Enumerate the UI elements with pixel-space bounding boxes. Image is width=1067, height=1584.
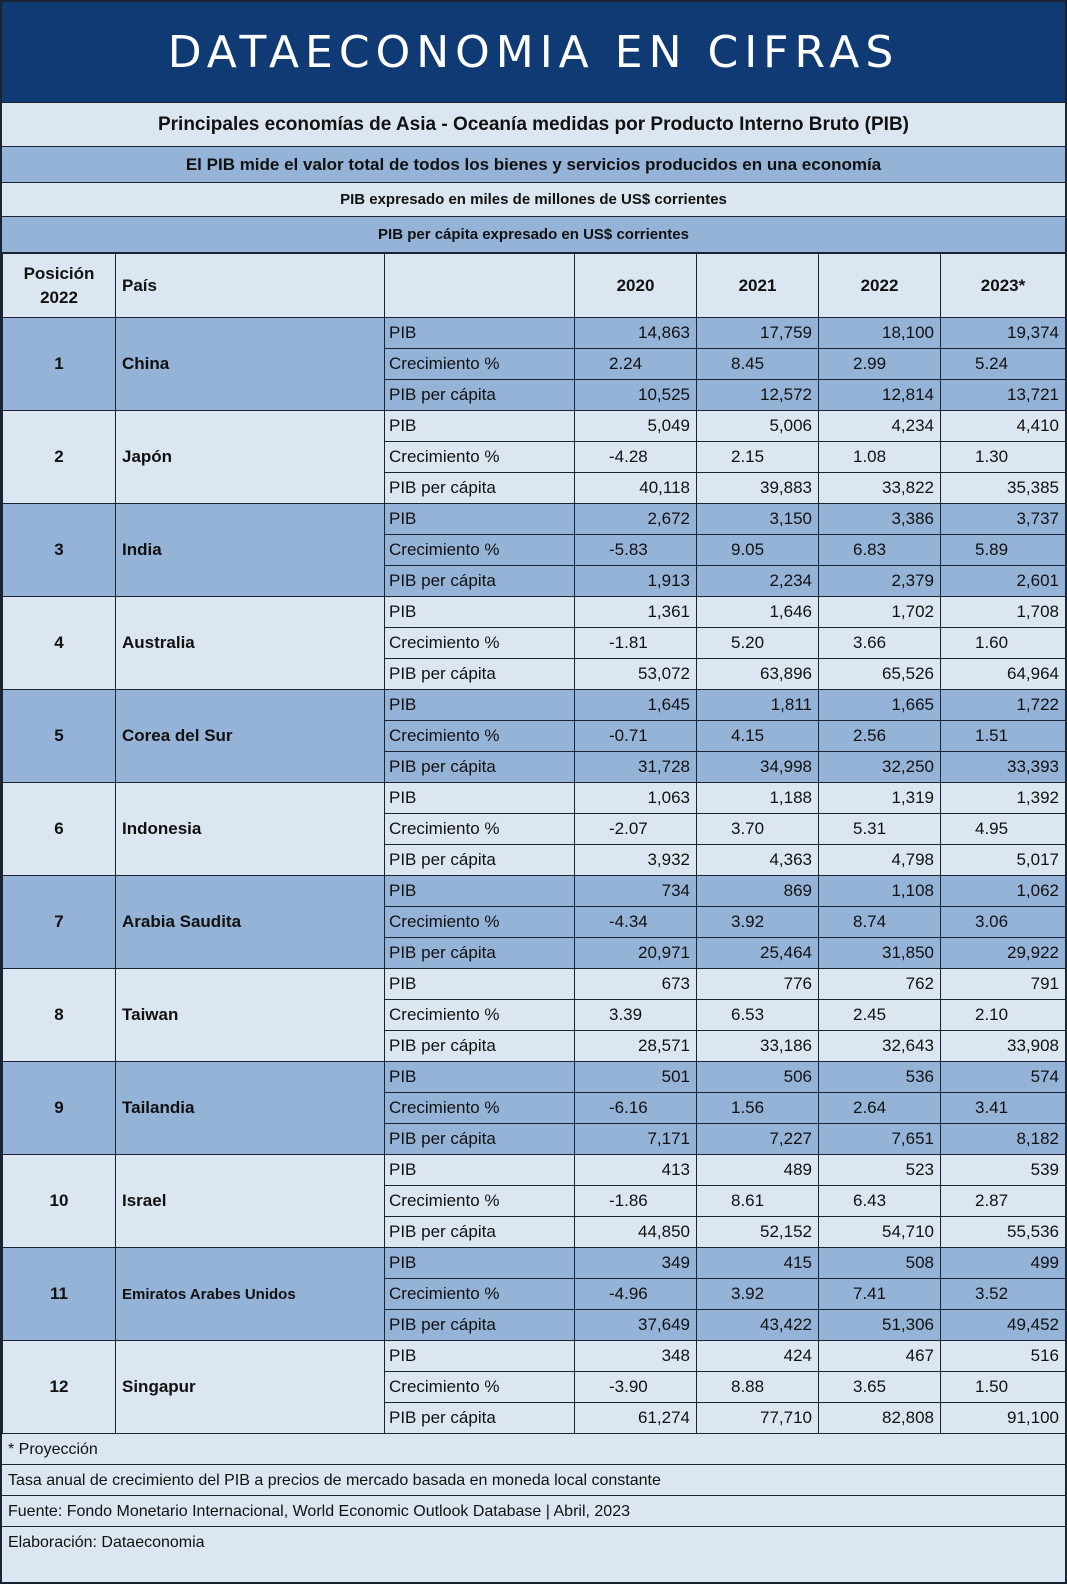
metric-label: Crecimiento % [385,721,575,752]
metric-label: PIB [385,504,575,535]
value-cell: 33,393 [941,752,1066,783]
col-header-year: 2020 [575,254,697,318]
metric-label: Crecimiento % [385,1186,575,1217]
value-cell: 4.15 [697,721,819,752]
metric-label: PIB [385,1248,575,1279]
source-note: Fuente: Fondo Monetario Internacional, World Economic Outlook Database | Abril, 2023 [2,1496,1065,1527]
value-cell: 1,913 [575,566,697,597]
value-cell: 19,374 [941,318,1066,349]
value-cell: 8.45 [697,349,819,380]
value-cell: -5.83 [575,535,697,566]
rank-cell: 4 [3,597,116,690]
value-cell: 52,152 [697,1217,819,1248]
metric-label: Crecimiento % [385,1093,575,1124]
value-cell: 55,536 [941,1217,1066,1248]
value-cell: 10,525 [575,380,697,411]
value-cell: 8.88 [697,1372,819,1403]
value-cell: 44,850 [575,1217,697,1248]
col-header-position: Posición 2022 [3,254,116,318]
value-cell: -4.28 [575,442,697,473]
value-cell: 1,319 [819,783,941,814]
rank-cell: 3 [3,504,116,597]
table-subtitle: El PIB mide el valor total de todos los bienes y servicios producidos en una economía [2,147,1065,183]
country-cell: Singapur [116,1341,385,1434]
value-cell: 5.20 [697,628,819,659]
value-cell: 539 [941,1155,1066,1186]
value-cell: 1,722 [941,690,1066,721]
value-cell: -0.71 [575,721,697,752]
col-header-year: 2021 [697,254,819,318]
rank-cell: 1 [3,318,116,411]
country-cell: Emiratos Arabes Unidos [116,1248,385,1341]
value-cell: 5.31 [819,814,941,845]
value-cell: -1.86 [575,1186,697,1217]
value-cell: 2,234 [697,566,819,597]
value-cell: 54,710 [819,1217,941,1248]
value-cell: 31,850 [819,938,941,969]
value-cell: 1,665 [819,690,941,721]
value-cell: 3.65 [819,1372,941,1403]
value-cell: 4,363 [697,845,819,876]
value-cell: 18,100 [819,318,941,349]
value-cell: 574 [941,1062,1066,1093]
metric-label: PIB per cápita [385,1217,575,1248]
metric-label: Crecimiento % [385,814,575,845]
value-cell: 5,017 [941,845,1066,876]
rank-cell: 5 [3,690,116,783]
value-cell: 1.60 [941,628,1066,659]
country-cell: Tailandia [116,1062,385,1155]
value-cell: 13,721 [941,380,1066,411]
value-cell: -4.34 [575,907,697,938]
country-cell: Australia [116,597,385,690]
value-cell: 1.30 [941,442,1066,473]
value-cell: 3.39 [575,1000,697,1031]
table-row [3,597,1066,628]
metric-label: PIB [385,597,575,628]
value-cell: 37,649 [575,1310,697,1341]
value-cell: 29,922 [941,938,1066,969]
value-cell: 506 [697,1062,819,1093]
country-cell: Taiwan [116,969,385,1062]
value-cell: 12,572 [697,380,819,411]
value-cell: 28,571 [575,1031,697,1062]
value-cell: 3,932 [575,845,697,876]
value-cell: 51,306 [819,1310,941,1341]
value-cell: -1.81 [575,628,697,659]
value-cell: 6.53 [697,1000,819,1031]
footer-notes [2,1434,1065,1558]
value-cell: 3.70 [697,814,819,845]
value-cell: 1,392 [941,783,1066,814]
rank-cell: 11 [3,1248,116,1341]
value-cell: 349 [575,1248,697,1279]
value-cell: 1.56 [697,1093,819,1124]
brand-banner: DATAECONOMIA EN CIFRAS [2,2,1065,103]
value-cell: 3,737 [941,504,1066,535]
country-cell: Corea del Sur [116,690,385,783]
value-cell: 348 [575,1341,697,1372]
value-cell: 1,062 [941,876,1066,907]
value-cell: 25,464 [697,938,819,969]
value-cell: 5,006 [697,411,819,442]
value-cell: 1,063 [575,783,697,814]
value-cell: 12,814 [819,380,941,411]
metric-label: Crecimiento % [385,442,575,473]
value-cell: 1,708 [941,597,1066,628]
value-cell: 64,964 [941,659,1066,690]
metric-label: PIB per cápita [385,845,575,876]
value-cell: 3.06 [941,907,1066,938]
value-cell: 8.61 [697,1186,819,1217]
table-header-row [3,254,1066,318]
unit-note-percapita: PIB per cápita expresado en US$ corrientes [2,217,1065,253]
table-row [3,1341,1066,1372]
value-cell: 6.83 [819,535,941,566]
col-header-metric [385,254,575,318]
table-row [3,690,1066,721]
value-cell: 65,526 [819,659,941,690]
value-cell: 1,702 [819,597,941,628]
value-cell: 8,182 [941,1124,1066,1155]
growth-note: Tasa anual de crecimiento del PIB a precios de mercado basada en moneda local constante [2,1465,1065,1496]
value-cell: 91,100 [941,1403,1066,1434]
value-cell: 1,811 [697,690,819,721]
metric-label: PIB [385,1155,575,1186]
metric-label: PIB per cápita [385,938,575,969]
value-cell: 1,645 [575,690,697,721]
metric-label: PIB per cápita [385,1310,575,1341]
value-cell: 7,171 [575,1124,697,1155]
metric-label: PIB per cápita [385,659,575,690]
value-cell: -4.96 [575,1279,697,1310]
value-cell: 489 [697,1155,819,1186]
metric-label: PIB per cápita [385,1031,575,1062]
value-cell: 33,822 [819,473,941,504]
value-cell: 2.56 [819,721,941,752]
metric-label: PIB [385,318,575,349]
table-row [3,1248,1066,1279]
table-row [3,876,1066,907]
metric-label: PIB [385,690,575,721]
value-cell: -3.90 [575,1372,697,1403]
value-cell: 20,971 [575,938,697,969]
country-cell: India [116,504,385,597]
value-cell: 49,452 [941,1310,1066,1341]
metric-label: PIB [385,783,575,814]
value-cell: -2.07 [575,814,697,845]
value-cell: 673 [575,969,697,1000]
value-cell: 39,883 [697,473,819,504]
value-cell: 734 [575,876,697,907]
country-cell: Indonesia [116,783,385,876]
rank-cell: 2 [3,411,116,504]
value-cell: 3.66 [819,628,941,659]
value-cell: 4,410 [941,411,1066,442]
table-title: Principales economías de Asia - Oceanía medidas por Producto Interno Bruto (PIB) [2,103,1065,147]
metric-label: PIB per cápita [385,380,575,411]
value-cell: 31,728 [575,752,697,783]
value-cell: 34,998 [697,752,819,783]
value-cell: 2.87 [941,1186,1066,1217]
metric-label: PIB [385,969,575,1000]
value-cell: 536 [819,1062,941,1093]
value-cell: 33,908 [941,1031,1066,1062]
value-cell: 6.43 [819,1186,941,1217]
value-cell: 3.41 [941,1093,1066,1124]
value-cell: 1,108 [819,876,941,907]
value-cell: 5,049 [575,411,697,442]
metric-label: PIB [385,411,575,442]
value-cell: 9.05 [697,535,819,566]
metric-label: PIB [385,876,575,907]
value-cell: 77,710 [697,1403,819,1434]
col-header-year: 2023* [941,254,1066,318]
country-cell: Arabia Saudita [116,876,385,969]
metric-label: Crecimiento % [385,907,575,938]
metric-label: PIB [385,1341,575,1372]
value-cell: 7,651 [819,1124,941,1155]
rank-cell: 9 [3,1062,116,1155]
gdp-table [2,253,1066,1434]
value-cell: 413 [575,1155,697,1186]
value-cell: 3.92 [697,1279,819,1310]
metric-label: Crecimiento % [385,349,575,380]
projection-note: * Proyección [2,1434,1065,1465]
value-cell: 4,234 [819,411,941,442]
value-cell: 516 [941,1341,1066,1372]
value-cell: 14,863 [575,318,697,349]
value-cell: 2,672 [575,504,697,535]
value-cell: 508 [819,1248,941,1279]
rank-cell: 7 [3,876,116,969]
value-cell: 1.51 [941,721,1066,752]
value-cell: 3.92 [697,907,819,938]
credit-note: Elaboración: Dataeconomia [8,1534,205,1551]
value-cell: 762 [819,969,941,1000]
value-cell: 7.41 [819,1279,941,1310]
value-cell: 1,646 [697,597,819,628]
country-cell: Israel [116,1155,385,1248]
value-cell: 8.74 [819,907,941,938]
value-cell: 791 [941,969,1066,1000]
value-cell: 4,798 [819,845,941,876]
value-cell: 4.95 [941,814,1066,845]
metric-label: PIB per cápita [385,1124,575,1155]
rank-cell: 12 [3,1341,116,1434]
value-cell: 40,118 [575,473,697,504]
value-cell: 5.24 [941,349,1066,380]
country-cell: Japón [116,411,385,504]
value-cell: 32,643 [819,1031,941,1062]
metric-label: Crecimiento % [385,1279,575,1310]
value-cell: 33,186 [697,1031,819,1062]
value-cell: 61,274 [575,1403,697,1434]
value-cell: 53,072 [575,659,697,690]
value-cell: 3.52 [941,1279,1066,1310]
value-cell: 1,188 [697,783,819,814]
value-cell: 523 [819,1155,941,1186]
value-cell: 776 [697,969,819,1000]
value-cell: 43,422 [697,1310,819,1341]
value-cell: 869 [697,876,819,907]
value-cell: -6.16 [575,1093,697,1124]
country-cell: China [116,318,385,411]
col-header-year: 2022 [819,254,941,318]
value-cell: 2.64 [819,1093,941,1124]
value-cell: 3,386 [819,504,941,535]
table-row [3,504,1066,535]
rank-cell: 6 [3,783,116,876]
rank-cell: 10 [3,1155,116,1248]
table-row [3,318,1066,349]
metric-label: Crecimiento % [385,535,575,566]
value-cell: 17,759 [697,318,819,349]
value-cell: 2,379 [819,566,941,597]
value-cell: 35,385 [941,473,1066,504]
value-cell: 501 [575,1062,697,1093]
col-header-country: País [116,254,385,318]
value-cell: 7,227 [697,1124,819,1155]
value-cell: 82,808 [819,1403,941,1434]
metric-label: PIB per cápita [385,752,575,783]
metric-label: PIB per cápita [385,1403,575,1434]
metric-label: Crecimiento % [385,1000,575,1031]
value-cell: 2.10 [941,1000,1066,1031]
value-cell: 2,601 [941,566,1066,597]
table-row [3,783,1066,814]
value-cell: 467 [819,1341,941,1372]
value-cell: 63,896 [697,659,819,690]
rank-cell: 8 [3,969,116,1062]
metric-label: PIB per cápita [385,473,575,504]
table-row [3,1062,1066,1093]
unit-note-pib: PIB expresado en miles de millones de US$ corrientes [2,183,1065,217]
metric-label: PIB per cápita [385,566,575,597]
value-cell: 415 [697,1248,819,1279]
metric-label: Crecimiento % [385,1372,575,1403]
metric-label: PIB [385,1062,575,1093]
value-cell: 2.15 [697,442,819,473]
value-cell: 2.45 [819,1000,941,1031]
table-row [3,411,1066,442]
value-cell: 2.24 [575,349,697,380]
value-cell: 1,361 [575,597,697,628]
table-row [3,1155,1066,1186]
value-cell: 2.99 [819,349,941,380]
metric-label: Crecimiento % [385,628,575,659]
value-cell: 32,250 [819,752,941,783]
value-cell: 5.89 [941,535,1066,566]
value-cell: 499 [941,1248,1066,1279]
table-row [3,969,1066,1000]
value-cell: 1.08 [819,442,941,473]
value-cell: 424 [697,1341,819,1372]
table-body [3,318,1066,1434]
value-cell: 3,150 [697,504,819,535]
value-cell: 1.50 [941,1372,1066,1403]
